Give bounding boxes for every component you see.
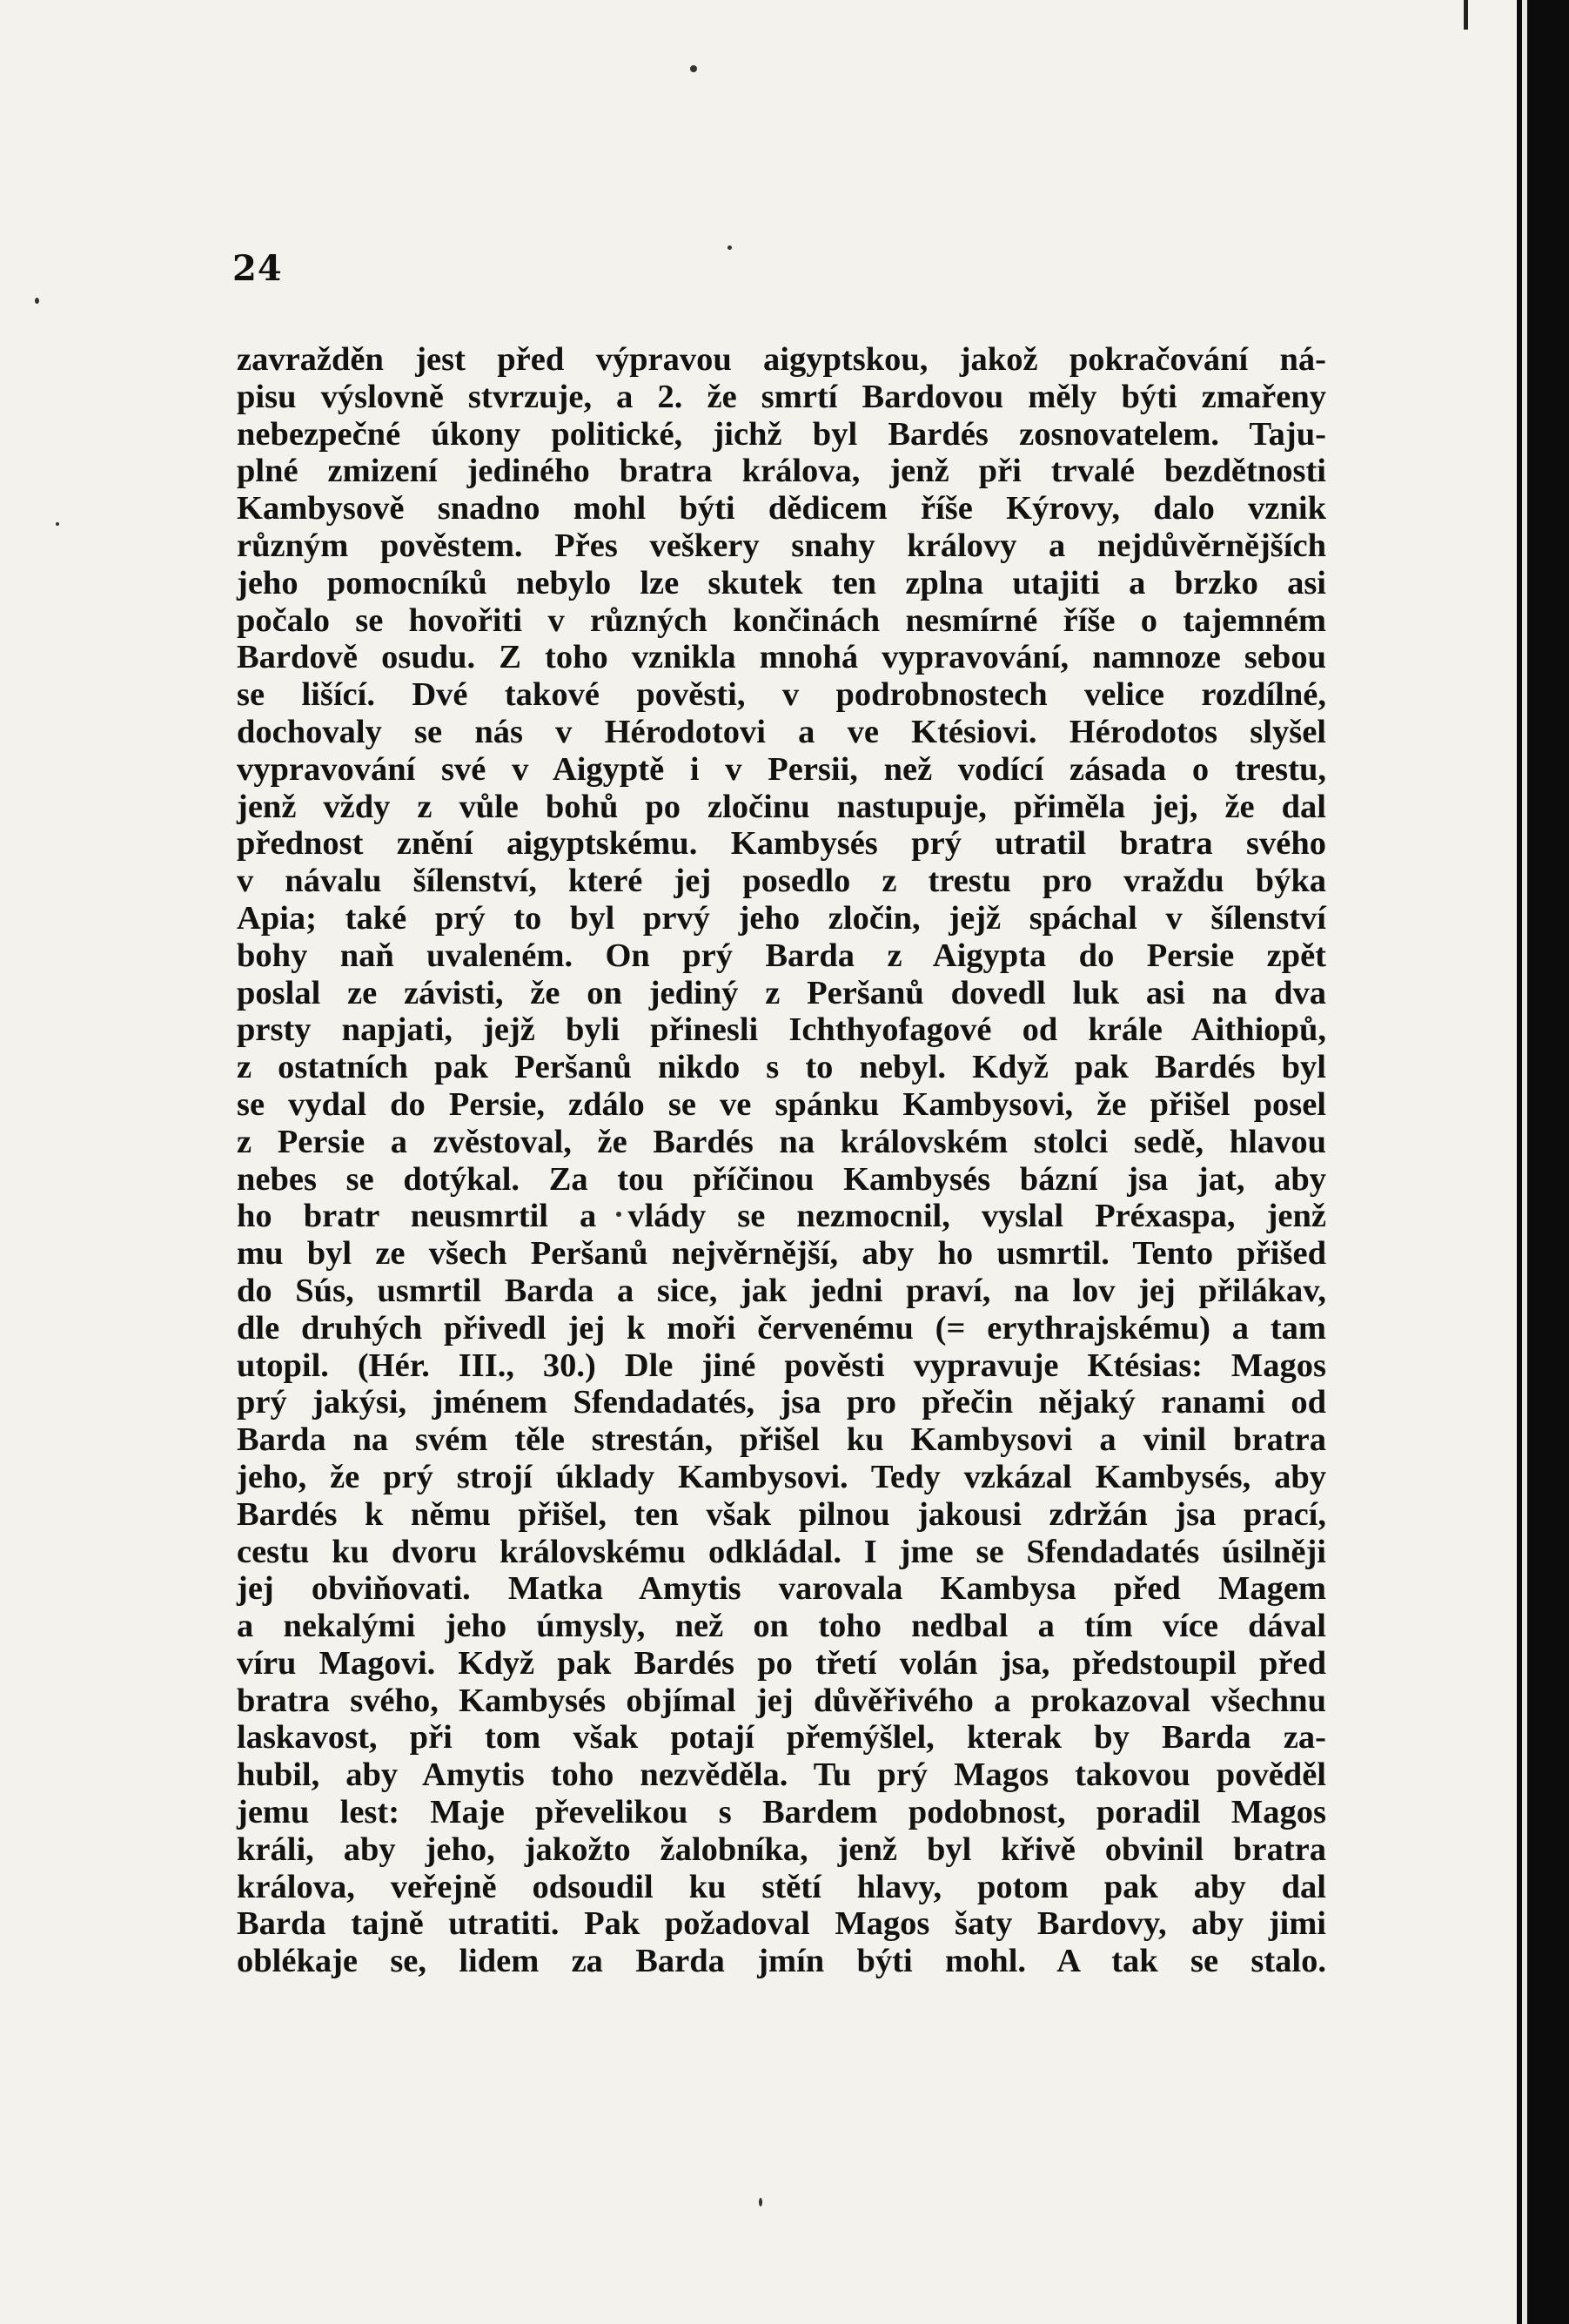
text-line: jej obviňovati. Matka Amytis varovala Kambysa před Magem	[237, 1570, 1326, 1608]
text-line: poslal ze závisti, že on jediný z Peršanů dovedl luk asi na dva	[237, 974, 1326, 1011]
text-line: králova, veřejně odsoudil ku stětí hlavy, potom pak aby dal	[237, 1868, 1326, 1905]
text-line: různým pověstem. Přes veškery snahy královy a nejdůvěrnějších	[237, 527, 1326, 564]
text-line: bratra svého, Kambysés objímal jej důvěřivého a prokazoval všechnu	[237, 1682, 1326, 1719]
text-line: se vydal do Persie, zdálo se ve spánku Kambysovi, že přišel posel	[237, 1085, 1326, 1123]
text-line: dochovaly se nás v Hérodotovi a ve Ktésiovi. Hérodotos slyšel	[237, 713, 1326, 750]
text-line: mu byl ze všech Peršanů nejvěrnější, aby ho usmrtil. Tento přišed	[237, 1235, 1326, 1273]
text-line: víru Magovi. Když pak Bardés po třetí volán jsa, předstoupil před	[237, 1644, 1326, 1682]
scan-speck	[56, 522, 59, 526]
scan-speck	[759, 2198, 762, 2206]
text-line: jeho, že prý strojí úklady Kambysovi. Tedy vzkázal Kambysés, aby	[237, 1458, 1326, 1495]
text-line: z ostatních pak Peršanů nikdo s to nebyl. Když pak Bardés byl	[237, 1049, 1326, 1086]
text-line: dle druhých přivedl jej k moři červenému (= erythrajskému) a tam	[237, 1309, 1326, 1347]
text-line: a nekalými jeho úmysly, než on toho nedbal a tím více dával	[237, 1608, 1326, 1645]
text-line: prý jakýsi, jménem Sfendadatés, jsa pro přečin nějaký ranami od	[237, 1384, 1326, 1421]
text-line: jemu lest: Maje převelikou s Bardem podobnost, poradil Magos	[237, 1794, 1326, 1831]
scan-top-mark	[1464, 0, 1468, 30]
scan-edge-line	[1522, 0, 1527, 2324]
text-line: Kambysově snadno mohl býti dědicem říše Kýrovy, dalo vznik	[237, 490, 1326, 527]
scan-speck	[35, 298, 39, 304]
scan-speck	[690, 65, 697, 72]
text-line: Barda na svém těle strestán, přišel ku Kambysovi a vinil bratra	[237, 1421, 1326, 1459]
text-line: zavražděn jest před výpravou aigyptskou, jakož pokračování ná-	[237, 341, 1326, 378]
text-line: nebezpečné úkony politické, jichž byl Bardés zosnovatelem. Taju-	[237, 415, 1326, 453]
text-line: cestu ku dvoru královskému odkládal. I jme se Sfendadatés úsilněji	[237, 1533, 1326, 1570]
text-line: vypravování své v Aigyptě i v Persii, než vodící zásada o trestu,	[237, 750, 1326, 788]
text-line: přednost znění aigyptskému. Kambysés prý utratil bratra svého	[237, 825, 1326, 863]
page-number: 24	[232, 248, 283, 289]
text-line: se lišící. Dvé takové pověsti, v podrobnostech velice rozdílné,	[237, 676, 1326, 714]
scan-speck	[728, 245, 732, 250]
text-line: Bardés k němu přišel, ten však pilnou jakousi zdržán jsa prací,	[237, 1495, 1326, 1533]
text-line: počalo se hovořiti v různých končinách nesmírné říše o tajemném	[237, 601, 1326, 639]
text-line: z Persie a zvěstoval, že Bardés na královském stolci sedě, hlavou	[237, 1123, 1326, 1160]
text-line: pisu výslovně stvrzuje, a 2. že smrtí Bardovou měly býti zmařeny	[237, 378, 1326, 415]
text-line: králi, aby jeho, jakožto žalobníka, jenž byl křivě obvinil bratra	[237, 1830, 1326, 1868]
text-line: v návalu šílenství, které jej posedlo z trestu pro vraždu býka	[237, 863, 1326, 900]
text-line: do Sús, usmrtil Barda a sice, jak jedni praví, na lov jej přilákav,	[237, 1272, 1326, 1309]
text-line: oblékaje se, lidem za Barda jmín býti mohl. A tak se stalo.	[237, 1943, 1326, 1980]
text-line: jenž vždy z vůle bohů po zločinu nastupuje, přiměla jej, že dal	[237, 788, 1326, 825]
body-text	[237, 341, 1326, 1980]
text-line: Bardově osudu. Z toho vznikla mnohá vypravování, namnoze sebou	[237, 639, 1326, 676]
text-line: laskavost, při tom však potají přemýšlel, kterak by Barda za-	[237, 1719, 1326, 1756]
text-line: prsty napjati, jejž byli přinesli Ichthyofagové od krále Aithiopů,	[237, 1011, 1326, 1049]
text-line: Barda tajně utratiti. Pak požadoval Magos šaty Bardovy, aby jimi	[237, 1905, 1326, 1943]
text-line: hubil, aby Amytis toho nezvěděla. Tu prý Magos takovou pověděl	[237, 1756, 1326, 1794]
text-line: plné zmizení jediného bratra králova, jenž při trvalé bezdětnosti	[237, 453, 1326, 490]
text-line: ho bratr neusmrtil a vlády se nezmocnil, vyslal Préxaspa, jenž	[237, 1198, 1326, 1235]
text-line: nebes se dotýkal. Za tou příčinou Kambysés bázní jsa jat, aby	[237, 1160, 1326, 1198]
text-line: Apia; také prý to byl prvý jeho zločin, jejž spáchal v šílenství	[237, 899, 1326, 937]
text-line: jeho pomocníků nebylo lze skutek ten zplna utajiti a brzko asi	[237, 564, 1326, 601]
text-line: utopil. (Hér. III., 30.) Dle jiné pověsti vypravuje Ktésias: Magos	[237, 1347, 1326, 1384]
text-line: bohy naň uvaleném. On prý Barda z Aigypta do Persie zpět	[237, 937, 1326, 974]
